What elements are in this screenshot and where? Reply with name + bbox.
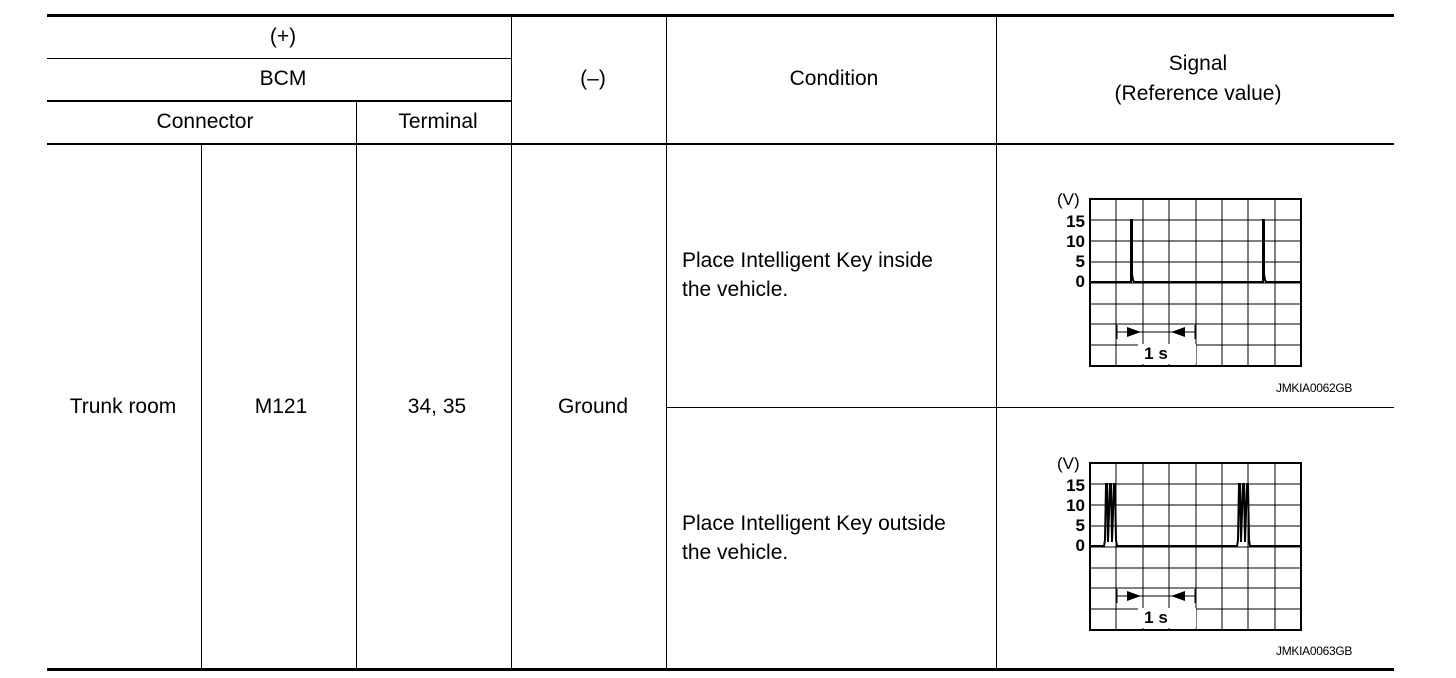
tick-5: 5 [1075, 252, 1085, 271]
header-condition: Condition [789, 67, 879, 90]
col-divider-connector [356, 101, 357, 669]
condition-2-line1: Place Intelligent Key outside [682, 512, 946, 535]
figure-id-inside: JMKIA0062GB [1276, 381, 1353, 395]
tick-10: 10 [1066, 232, 1085, 251]
time-scale-label: 1 s [1144, 608, 1168, 627]
cell-terminal: 34, 35 [407, 395, 467, 418]
rule-under-plus [47, 58, 512, 59]
header-bcm: BCM [259, 67, 307, 90]
cell-connector: M121 [254, 395, 308, 418]
unit-label: (V) [1057, 454, 1080, 473]
col-divider-terminal [511, 15, 512, 669]
unit-label: (V) [1057, 190, 1080, 209]
oscilloscope-inside [1055, 186, 1375, 386]
header-minus: (–) [580, 67, 606, 90]
tick-0: 0 [1075, 272, 1085, 291]
table-top-rule [47, 14, 1394, 17]
tick-15: 15 [1066, 212, 1085, 231]
col-divider-location [201, 144, 202, 669]
tick-5: 5 [1075, 516, 1085, 535]
header-signal-reference: (Reference value) [1114, 82, 1282, 105]
waveform-chart-inside [1055, 186, 1375, 386]
header-bottom-rule [47, 143, 1394, 145]
header-terminal: Terminal [398, 110, 478, 133]
header-connector: Connector [156, 110, 254, 133]
col-divider-condition [996, 15, 997, 669]
row-divider-rule [666, 407, 1394, 408]
time-arrows [1117, 325, 1195, 339]
time-scale-label: 1 s [1144, 344, 1168, 363]
oscilloscope-outside [1055, 450, 1375, 650]
cell-location: Trunk room [69, 395, 177, 418]
rule-under-bcm [47, 100, 512, 102]
cell-minus-ground: Ground [557, 395, 629, 418]
col-divider-minus [666, 15, 667, 669]
waveform-chart-outside [1055, 450, 1375, 650]
header-plus: (+) [269, 25, 297, 48]
figure-id-outside: JMKIA0063GB [1276, 644, 1353, 658]
condition-2-line2: the vehicle. [682, 541, 789, 564]
condition-1-line1: Place Intelligent Key inside [682, 249, 933, 272]
table-bottom-rule [47, 668, 1394, 671]
tick-10: 10 [1066, 496, 1085, 515]
time-arrows [1117, 589, 1195, 603]
header-signal: Signal [1168, 52, 1228, 75]
tick-15: 15 [1066, 476, 1085, 495]
condition-1-line2: the vehicle. [682, 278, 789, 301]
tick-0: 0 [1075, 536, 1085, 555]
